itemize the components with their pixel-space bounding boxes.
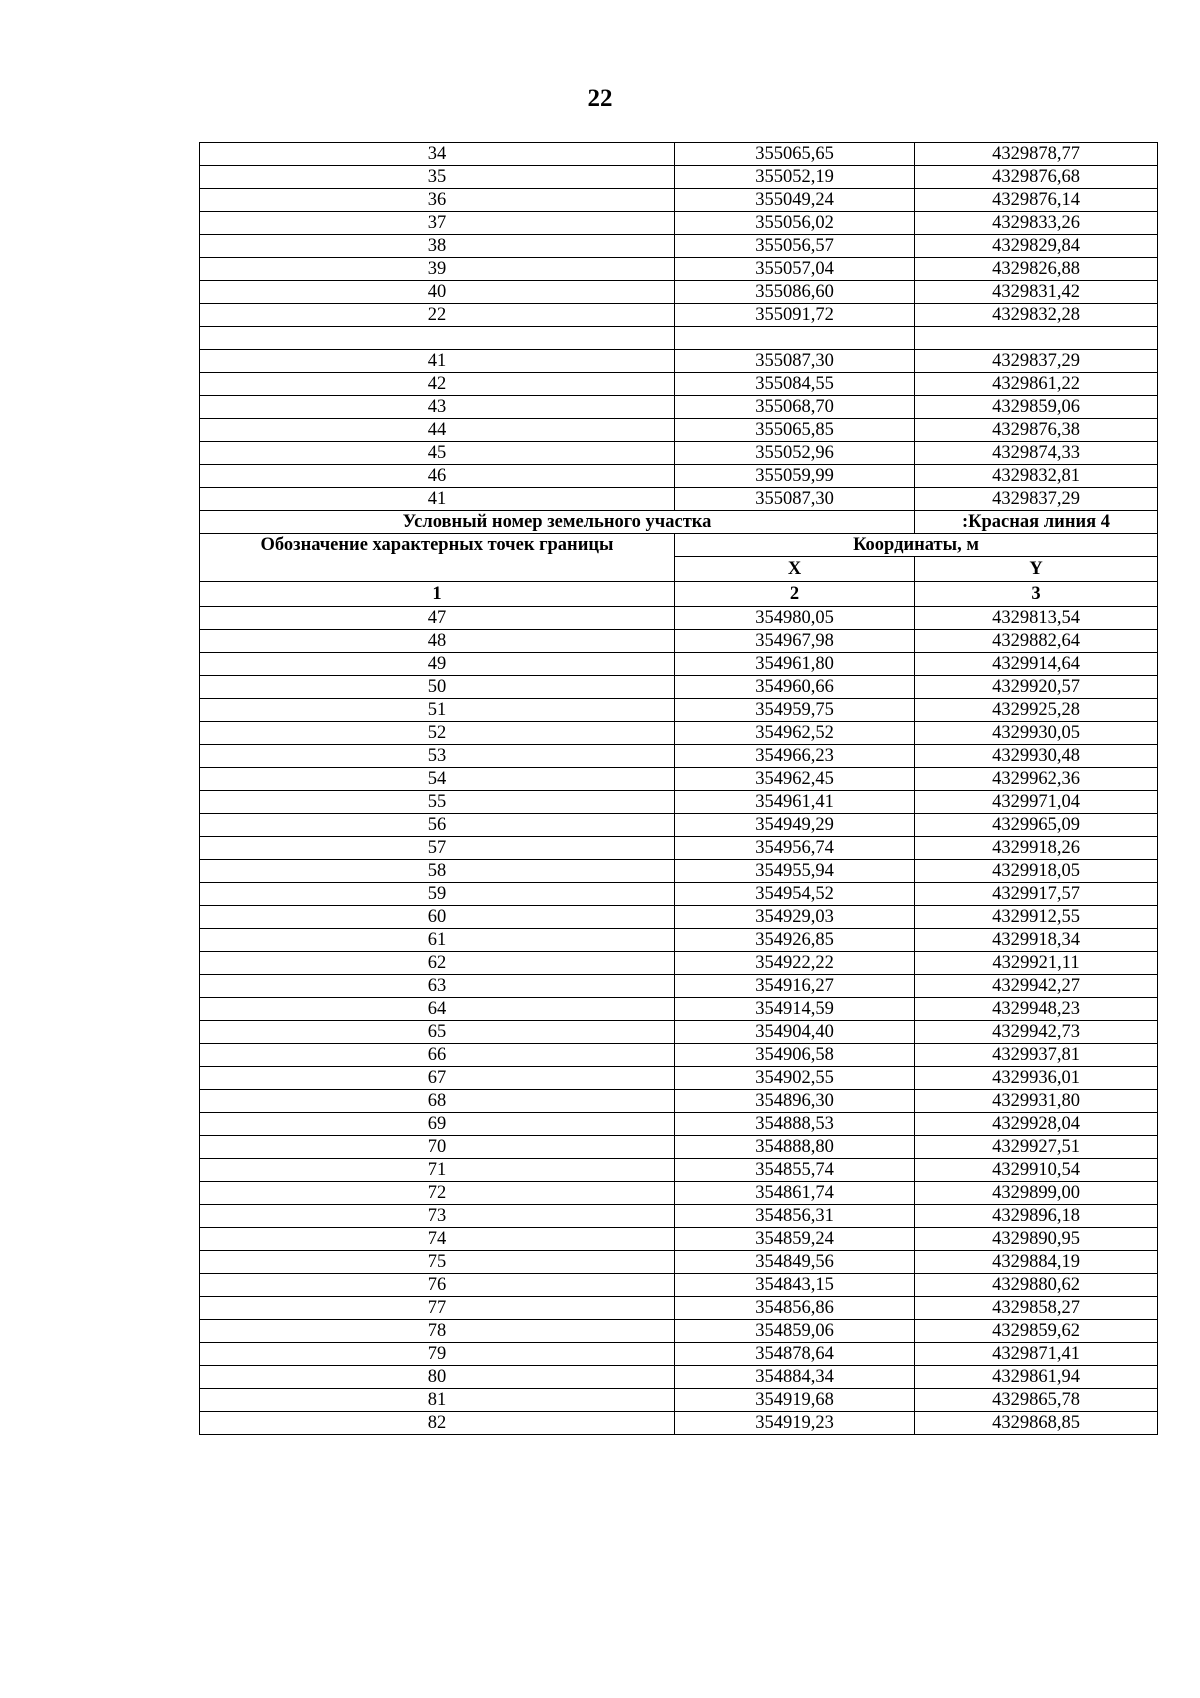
x-coordinate-cell: 354888,53 (675, 1113, 915, 1136)
point-number-cell: 71 (200, 1159, 675, 1182)
table-row (200, 304, 1158, 327)
parcel-number-value: :Красная линия 4 (915, 511, 1158, 534)
point-number-cell: 80 (200, 1366, 675, 1389)
y-coordinate-cell: 4329942,73 (915, 1021, 1158, 1044)
x-coordinate-cell: 354904,40 (675, 1021, 915, 1044)
point-number-cell: 69 (200, 1113, 675, 1136)
x-coordinate-cell: 354884,34 (675, 1366, 915, 1389)
x-coordinate-cell: 355087,30 (675, 488, 915, 511)
point-number-cell: 72 (200, 1182, 675, 1205)
table-row (200, 212, 1158, 235)
x-coordinate-cell: 355084,55 (675, 373, 915, 396)
table-row (200, 1251, 1158, 1274)
x-coordinate-cell: 354959,75 (675, 699, 915, 722)
y-coordinate-cell: 4329937,81 (915, 1044, 1158, 1067)
y-coordinate-cell: 4329918,05 (915, 860, 1158, 883)
point-number-cell: 42 (200, 373, 675, 396)
x-coordinate-cell: 354914,59 (675, 998, 915, 1021)
table-row (200, 768, 1158, 791)
y-coordinate-cell: 4329971,04 (915, 791, 1158, 814)
table-row (200, 607, 1158, 630)
point-number-cell: 74 (200, 1228, 675, 1251)
y-coordinate-cell: 4329948,23 (915, 998, 1158, 1021)
point-number-cell: 43 (200, 396, 675, 419)
point-number-cell: 66 (200, 1044, 675, 1067)
y-coordinate-cell: 4329861,22 (915, 373, 1158, 396)
x-coordinate-cell: 354896,30 (675, 1090, 915, 1113)
y-coordinate-cell: 4329925,28 (915, 699, 1158, 722)
x-coordinate-cell: 354961,80 (675, 653, 915, 676)
x-coordinate-cell: 355057,04 (675, 258, 915, 281)
y-coordinate-cell: 4329813,54 (915, 607, 1158, 630)
point-number-cell: 37 (200, 212, 675, 235)
y-coordinate-cell: 4329876,38 (915, 419, 1158, 442)
x-coordinate-cell: 355065,85 (675, 419, 915, 442)
point-number-cell: 34 (200, 143, 675, 166)
table-row (200, 1228, 1158, 1251)
x-coordinate-cell: 354906,58 (675, 1044, 915, 1067)
column-numbers-row (200, 582, 1158, 607)
x-coordinate-cell: 355052,19 (675, 166, 915, 189)
y-coordinate-cell: 4329832,28 (915, 304, 1158, 327)
x-coordinate-cell: 355086,60 (675, 281, 915, 304)
y-coordinate-cell: 4329858,27 (915, 1297, 1158, 1320)
point-number-cell: 50 (200, 676, 675, 699)
y-coordinate-cell: 4329837,29 (915, 350, 1158, 373)
table-row (200, 1412, 1158, 1435)
table-row (200, 791, 1158, 814)
table-row (200, 952, 1158, 975)
table-row (200, 1090, 1158, 1113)
x-coordinate-cell: 354843,15 (675, 1274, 915, 1297)
table-row (200, 1389, 1158, 1412)
x-coordinate-cell: 355068,70 (675, 396, 915, 419)
table-row (200, 630, 1158, 653)
x-coordinate-cell: 355056,02 (675, 212, 915, 235)
y-coordinate-cell: 4329962,36 (915, 768, 1158, 791)
page-number: 22 (587, 85, 613, 112)
point-number-cell: 59 (200, 883, 675, 906)
point-number-cell: 67 (200, 1067, 675, 1090)
coordinates-column-header: Координаты, м (675, 534, 1158, 557)
point-number-cell: 54 (200, 768, 675, 791)
point-number-cell: 77 (200, 1297, 675, 1320)
point-number-cell: 45 (200, 442, 675, 465)
table-row (200, 1182, 1158, 1205)
x-coordinate-cell: 354919,23 (675, 1412, 915, 1435)
y-coordinate-cell: 4329920,57 (915, 676, 1158, 699)
x-coordinate-cell: 355059,99 (675, 465, 915, 488)
y-coordinate-cell: 4329865,78 (915, 1389, 1158, 1412)
point-number-cell: 52 (200, 722, 675, 745)
y-coordinate-cell: 4329861,94 (915, 1366, 1158, 1389)
y-coordinate-cell: 4329874,33 (915, 442, 1158, 465)
point-number-cell: 78 (200, 1320, 675, 1343)
y-coordinate-cell: 4329921,11 (915, 952, 1158, 975)
column-number-3: 3 (915, 582, 1158, 607)
point-number-cell: 76 (200, 1274, 675, 1297)
point-number-cell: 55 (200, 791, 675, 814)
point-number-cell: 75 (200, 1251, 675, 1274)
table-row (200, 906, 1158, 929)
point-number-cell: 38 (200, 235, 675, 258)
table-row (200, 350, 1158, 373)
parcel-number-label: Условный номер земельного участка (200, 511, 915, 534)
y-coordinate-cell: 4329914,64 (915, 653, 1158, 676)
point-number-cell: 41 (200, 350, 675, 373)
table-row (200, 1320, 1158, 1343)
x-coordinate-cell: 354956,74 (675, 837, 915, 860)
y-coordinate-cell: 4329826,88 (915, 258, 1158, 281)
point-number-cell: 60 (200, 906, 675, 929)
y-coordinate-cell: 4329928,04 (915, 1113, 1158, 1136)
point-number-cell: 79 (200, 1343, 675, 1366)
table-row (200, 1297, 1158, 1320)
x-coordinate-cell: 354861,74 (675, 1182, 915, 1205)
y-coordinate-cell: 4329931,80 (915, 1090, 1158, 1113)
x-coordinate-cell: 354929,03 (675, 906, 915, 929)
column-number-2: 2 (675, 582, 915, 607)
point-number-cell: 57 (200, 837, 675, 860)
y-column-header: Y (915, 557, 1158, 582)
y-coordinate-cell: 4329965,09 (915, 814, 1158, 837)
x-coordinate-cell: 355056,57 (675, 235, 915, 258)
y-coordinate-cell: 4329927,51 (915, 1136, 1158, 1159)
point-number-cell: 49 (200, 653, 675, 676)
header-row (200, 534, 1158, 557)
points-column-header: Обозначение характерных точек границы (200, 534, 675, 582)
table-row (200, 653, 1158, 676)
x-column-header: X (675, 557, 915, 582)
y-coordinate-cell: 4329880,62 (915, 1274, 1158, 1297)
x-coordinate-cell: 354926,85 (675, 929, 915, 952)
x-coordinate-cell: 354888,80 (675, 1136, 915, 1159)
x-coordinate-cell: 354962,52 (675, 722, 915, 745)
point-number-cell: 62 (200, 952, 675, 975)
table-row (200, 814, 1158, 837)
x-coordinate-cell: 354856,86 (675, 1297, 915, 1320)
y-coordinate-cell: 4329859,06 (915, 396, 1158, 419)
x-coordinate-cell: 354960,66 (675, 676, 915, 699)
point-number-cell: 48 (200, 630, 675, 653)
x-coordinate-cell: 354916,27 (675, 975, 915, 998)
table-row (200, 1159, 1158, 1182)
y-coordinate-cell: 4329918,34 (915, 929, 1158, 952)
x-coordinate-cell: 354962,45 (675, 768, 915, 791)
y-coordinate-cell: 4329917,57 (915, 883, 1158, 906)
table-row (200, 1044, 1158, 1067)
point-number-cell: 58 (200, 860, 675, 883)
y-coordinate-cell: 4329910,54 (915, 1159, 1158, 1182)
x-coordinate-cell: 354954,52 (675, 883, 915, 906)
table-row (200, 722, 1158, 745)
table-row (200, 975, 1158, 998)
point-number-cell: 39 (200, 258, 675, 281)
main-rows-body (200, 607, 1158, 1435)
x-coordinate-cell: 354902,55 (675, 1067, 915, 1090)
point-number-cell: 81 (200, 1389, 675, 1412)
point-number-cell: 44 (200, 419, 675, 442)
y-coordinate-cell: 4329837,29 (915, 488, 1158, 511)
x-coordinate-cell: 354980,05 (675, 607, 915, 630)
y-coordinate-cell: 4329878,77 (915, 143, 1158, 166)
table-row (200, 488, 1158, 511)
table-row (200, 1136, 1158, 1159)
table-row (200, 166, 1158, 189)
table-row (200, 143, 1158, 166)
section-row (200, 511, 1158, 534)
table-row (200, 1067, 1158, 1090)
point-number-cell: 51 (200, 699, 675, 722)
y-coordinate-cell: 4329936,01 (915, 1067, 1158, 1090)
point-number-cell: 35 (200, 166, 675, 189)
point-number-cell: 68 (200, 1090, 675, 1113)
point-number-cell: 70 (200, 1136, 675, 1159)
y-coordinate-cell: 4329832,81 (915, 465, 1158, 488)
x-coordinate-cell: 354849,56 (675, 1251, 915, 1274)
x-coordinate-cell: 354855,74 (675, 1159, 915, 1182)
x-coordinate-cell: 355065,65 (675, 143, 915, 166)
table-row (200, 189, 1158, 212)
y-coordinate-cell (915, 327, 1158, 350)
table-row (200, 1021, 1158, 1044)
table-row (200, 1366, 1158, 1389)
y-coordinate-cell: 4329930,48 (915, 745, 1158, 768)
point-number-cell: 73 (200, 1205, 675, 1228)
x-coordinate-cell: 355087,30 (675, 350, 915, 373)
y-coordinate-cell: 4329859,62 (915, 1320, 1158, 1343)
y-coordinate-cell: 4329896,18 (915, 1205, 1158, 1228)
column-number-1: 1 (200, 582, 675, 607)
x-coordinate-cell: 354919,68 (675, 1389, 915, 1412)
y-coordinate-cell: 4329829,84 (915, 235, 1158, 258)
point-number-cell: 63 (200, 975, 675, 998)
table-row (200, 1205, 1158, 1228)
table-row (200, 1343, 1158, 1366)
top-rows-body (200, 143, 1158, 511)
table-row (200, 929, 1158, 952)
point-number-cell: 65 (200, 1021, 675, 1044)
x-coordinate-cell: 354961,41 (675, 791, 915, 814)
x-coordinate-cell: 355049,24 (675, 189, 915, 212)
x-coordinate-cell: 354856,31 (675, 1205, 915, 1228)
section-header (200, 511, 1158, 607)
point-number-cell: 61 (200, 929, 675, 952)
point-number-cell: 22 (200, 304, 675, 327)
table-row (200, 699, 1158, 722)
table-row (200, 1113, 1158, 1136)
y-coordinate-cell: 4329833,26 (915, 212, 1158, 235)
y-coordinate-cell: 4329884,19 (915, 1251, 1158, 1274)
x-coordinate-cell: 354949,29 (675, 814, 915, 837)
point-number-cell: 46 (200, 465, 675, 488)
point-number-cell (200, 327, 675, 350)
y-coordinate-cell: 4329890,95 (915, 1228, 1158, 1251)
y-coordinate-cell: 4329930,05 (915, 722, 1158, 745)
table-row (200, 419, 1158, 442)
coordinates-table (199, 142, 1158, 1435)
x-coordinate-cell: 354922,22 (675, 952, 915, 975)
table-row (200, 235, 1158, 258)
y-coordinate-cell: 4329876,68 (915, 166, 1158, 189)
x-coordinate-cell: 354955,94 (675, 860, 915, 883)
table-row (200, 327, 1158, 350)
point-number-cell: 64 (200, 998, 675, 1021)
x-coordinate-cell (675, 327, 915, 350)
y-coordinate-cell: 4329831,42 (915, 281, 1158, 304)
y-coordinate-cell: 4329882,64 (915, 630, 1158, 653)
table-row (200, 396, 1158, 419)
x-coordinate-cell: 355052,96 (675, 442, 915, 465)
point-number-cell: 47 (200, 607, 675, 630)
table-row (200, 883, 1158, 906)
table-row (200, 373, 1158, 396)
y-coordinate-cell: 4329942,27 (915, 975, 1158, 998)
point-number-cell: 41 (200, 488, 675, 511)
table-row (200, 281, 1158, 304)
table-row (200, 676, 1158, 699)
point-number-cell: 56 (200, 814, 675, 837)
x-coordinate-cell: 354859,06 (675, 1320, 915, 1343)
table-row (200, 837, 1158, 860)
y-coordinate-cell: 4329918,26 (915, 837, 1158, 860)
y-coordinate-cell: 4329899,00 (915, 1182, 1158, 1205)
y-coordinate-cell: 4329868,85 (915, 1412, 1158, 1435)
y-coordinate-cell: 4329912,55 (915, 906, 1158, 929)
x-coordinate-cell: 354966,23 (675, 745, 915, 768)
x-coordinate-cell: 354878,64 (675, 1343, 915, 1366)
point-number-cell: 53 (200, 745, 675, 768)
y-coordinate-cell: 4329871,41 (915, 1343, 1158, 1366)
x-coordinate-cell: 354967,98 (675, 630, 915, 653)
point-number-cell: 36 (200, 189, 675, 212)
table-row (200, 1274, 1158, 1297)
y-coordinate-cell: 4329876,14 (915, 189, 1158, 212)
table-row (200, 258, 1158, 281)
table-row (200, 442, 1158, 465)
table-row (200, 745, 1158, 768)
table-row (200, 860, 1158, 883)
x-coordinate-cell: 354859,24 (675, 1228, 915, 1251)
table-row (200, 998, 1158, 1021)
x-coordinate-cell: 355091,72 (675, 304, 915, 327)
point-number-cell: 40 (200, 281, 675, 304)
table-row (200, 465, 1158, 488)
point-number-cell: 82 (200, 1412, 675, 1435)
